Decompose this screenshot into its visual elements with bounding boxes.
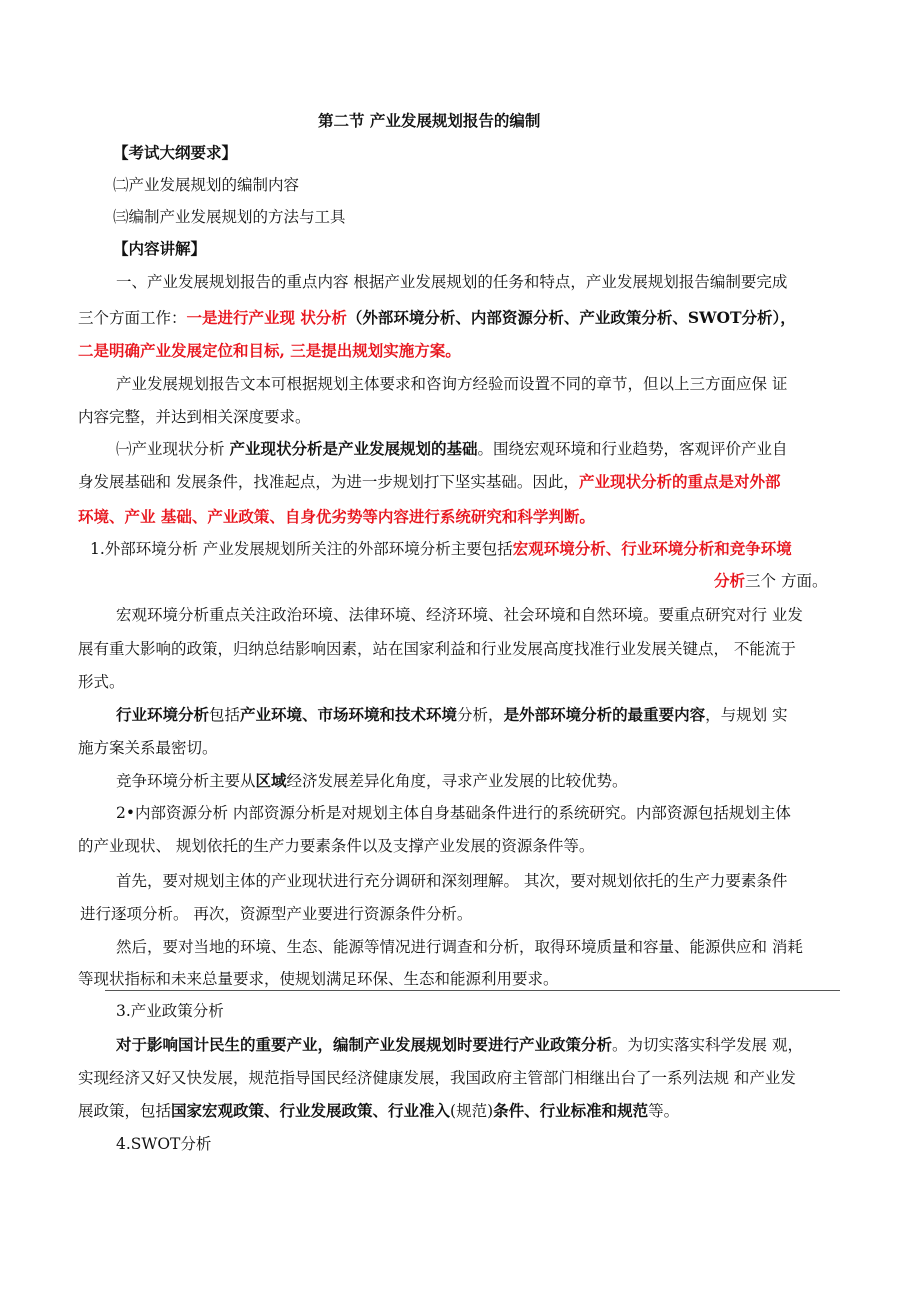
text-run: 1.外部环境分析 产业发展规划所关注的外部环境分析主要包括 [90,540,513,558]
paragraph-line: 的产业现状、 规划依托的生产力要素条件以及支撑产业发展的资源条件等。 [78,837,595,855]
paragraph-line: 展有重大影响的政策，归纳总结影响因素，站在国家利益和行业发展高度找准行业发展关键点， 不能流于 [78,640,796,658]
highlight-text: 二是明确产业发展定位和目标, 三是提出规划实施方案。 [78,341,461,360]
bold-text: 对于影响国计民生的重要产业，编制产业发展规划时要进行产业政策分析 [116,1035,613,1054]
paragraph-line [78,471,780,493]
paragraph-line [714,570,827,592]
divider [105,990,840,991]
text-run: 。围绕宏观环境和行业趋势，客观评价产业自 [477,440,788,458]
paragraph-line [78,1100,679,1122]
bold-text: 是外部环境分析的最重要内容 [503,705,706,724]
bold-text: 产业现状分析是产业发展规划的基础 [229,439,478,458]
bold-text: （外部环境分析、内部资源分析、产业政策分析、SWOT分析）， [346,308,796,327]
paragraph-line [116,1034,803,1056]
text-run: ㈠产业现状分析 [116,440,230,458]
text-run: 经济发展差异化角度，寻求产业发展的比较优势。 [286,772,628,790]
highlight-text: 环境、产业 基础、产业政策、自身优劣势等内容进行系统研究和科学判断。 [78,507,595,526]
text-run: 。为切实落实科学发展 观， [612,1036,803,1054]
section-heading: 4.SWOT分析 [116,1135,212,1153]
paragraph-line: 一、产业发展规划报告的重点内容 根据产业发展规划的任务和特点，产业发展规划报告编制要完成 [116,273,788,291]
paragraph-line [78,307,796,329]
paragraph-line: 进行逐项分析。 再次，资源型产业要进行资源条件分析。 [80,905,473,923]
paragraph-line: 产业发展规划报告文本可根据规划主体要求和咨询方经验而设置不同的章节，但以上三方面应保 证 [116,375,788,393]
paragraph-line: 宏观环境分析重点关注政治环境、法律环境、经济环境、社会环境和自然环境。要重点研究对行 业发 [116,606,803,624]
bold-text: 产业环境、市场环境和技术环境 [240,705,458,724]
highlight-text: 分析 [714,571,746,590]
syllabus-heading: 【考试大纲要求】 [113,143,238,162]
paragraph-line: 内容完整，并达到相关深度要求。 [78,408,311,426]
content-heading: 【内容讲解】 [113,239,207,258]
page-title: 第二节 产业发展规划报告的编制 [318,111,541,130]
paragraph-line: 形式。 [78,673,125,691]
section-heading: 3.产业政策分析 [116,1002,224,1020]
text-run: 三个 方面。 [745,572,828,590]
text-run: ，与规划 实 [705,706,788,724]
bold-text: 区域 [255,771,287,790]
paragraph-line: 等现状指标和未来总量要求，使规划满足环保、生态和能源利用要求。 [78,970,559,988]
paragraph-line: 然后，要对当地的环境、生态、能源等情况进行调查和分析，取得环境质量和容量、能源供应和 消耗 [116,938,803,956]
highlight-text: 一是进行产业现 状分析 [186,308,347,327]
text-run: 分析， [457,706,504,724]
text-run: 包括 [209,706,241,724]
paragraph-line [116,770,628,792]
bold-text: 行业环境分析 [116,705,210,724]
bold-text: 国家宏观政策、行业发展政策、行业准入 [171,1101,451,1120]
text-run: 展政策，包括 [78,1102,172,1120]
paragraph-line: 2•内部资源分析 内部资源分析是对规划主体自身基础条件进行的系统研究。内部资源包括规划主体 [116,804,791,822]
paragraph-line [116,704,788,726]
syllabus-item: ㈡产业发展规划的编制内容 [113,176,300,194]
bold-text: 条件、行业标准和规范 [493,1101,649,1120]
syllabus-item: ㈢编制产业发展规划的方法与工具 [113,208,346,226]
paragraph-line [90,538,792,560]
paragraph-line: 施方案关系最密切。 [78,739,218,757]
paragraph-line [116,438,787,460]
text-run: (规范) [450,1102,494,1120]
text-run: 等。 [648,1102,680,1120]
paragraph-line: 实现经济又好又快发展，规范指导国民经济健康发展，我国政府主管部门相继出台了一系列法规 和产业发 [78,1069,796,1087]
highlight-text: 宏观环境分析、行业环境分析和竞争环境 [512,539,792,558]
text-run: 三个方面工作： [78,309,187,327]
text-run: 身发展基础和 发展条件，找准起点，为进一步规划打下坚实基础。因此， [78,473,579,491]
text-run: 竞争环境分析主要从 [116,772,256,790]
paragraph-line: 首先，要对规划主体的产业现状进行充分调研和深刻理解。 其次，要对规划依托的生产力要素条件 [116,872,788,890]
highlight-text: 产业现状分析的重点是对外部 [578,472,781,491]
